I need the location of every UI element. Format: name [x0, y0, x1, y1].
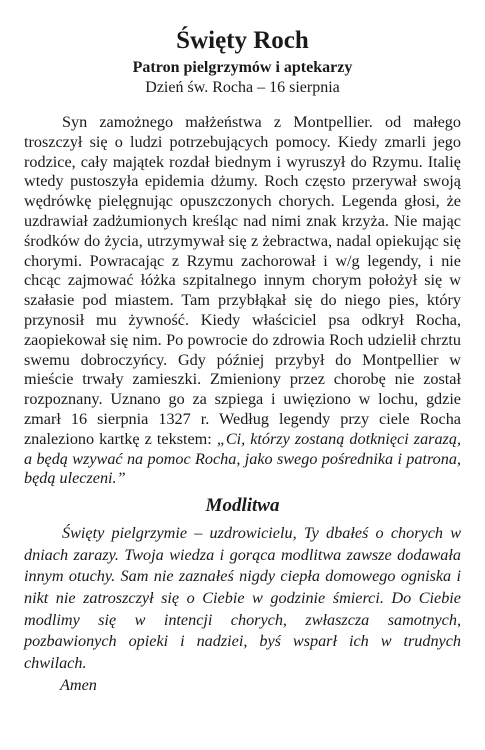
card-subtitle: Patron pielgrzymów i aptekarzy [132, 59, 353, 76]
prayer-heading: Modlitwa [205, 495, 280, 517]
biography-text: Syn zamożnego małżeństwa z Montpellier. od małego troszczył się o ludzi potrzebujących pomocy. Kiedy zmarli jego rodzice, cały majątek rozdał biednym i wyruszył do Rzymu. Italię wtedy pustoszyła epidemia dżumy. Roch często przerywał swoją wędrówkę pielęgnując opuszczonych chorych. Legenda głosi, że uzdrawiał zadżumionych kreśląc nad nimi znak krzyża. Nie mając środków do życia, utrzymywał się z żebractwa, nadal opiekując się chorymi. Powracając z Rzymu zachorował i w/g legendy, i nie chcąc zajmować łóżka szpitalnego innym chorym położył się w szałasie pod miastem. Tam przybłąkał się do niego pies, który przynosił mu żywność. Kiedy właściciel psa odkrył Rocha, zaopiekował się nim. Po powrocie do zdrowia Roch udzielił chrztu swemu dobroczyńcy. Gdy później przybył do Montpellier w mieście trwały zamieszki. Zmieniony przez chorobę nie został rozpoznany. Uznano go za szpiega i uwięziono w lochu, gdzie zmarł 16 sierpnia 1327 r. Według legendy przy ciele Rocha znaleziono kartkę z tekstem: [24, 113, 461, 448]
prayer-text: Święty pielgrzymie – uzdrowicielu, Ty dbałeś o chorych w dniach zarazy. Twoja wiedza i gorąca modlitwa zawsze dodawała innym otuchy. Sam nie zaznałeś nigdy ciepła domowego ogniska i nikt nie zatroszczył się o Ciebie w godzinie śmierci. Do Ciebie modlimy się w intencji chorych, zwłaszcza samotnych, pozbawionych opieki i nadziei, byś wsparł ich w trudnych chwilach. [24, 524, 461, 672]
biography-paragraph [24, 113, 461, 489]
amen-line: Amen [60, 676, 97, 695]
feast-day: Dzień św. Rocha – 16 sierpnia [145, 79, 340, 96]
card-quote: „Ci, którzy zostaną dotknięci zarazą, a będą wzywać na pomoc Rocha, jako swego pośrednika i patrona, będą uleczeni.” [24, 429, 461, 488]
card-title: Święty Roch [176, 27, 309, 54]
